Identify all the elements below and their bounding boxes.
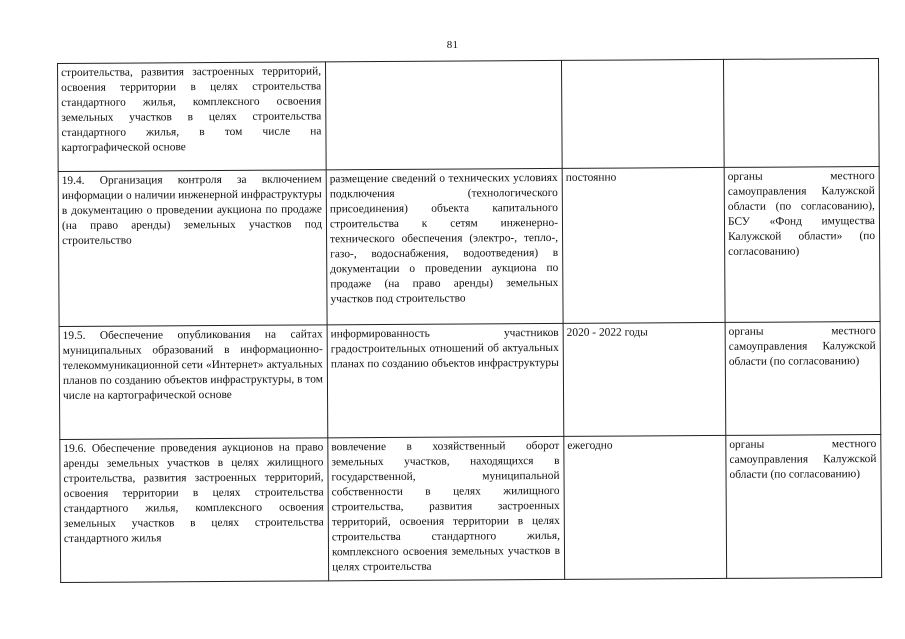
table-row (60, 434, 882, 582)
table-row (58, 166, 880, 326)
executor-cell: органы местного самоуправления Калужской области (по согласованию) (726, 434, 882, 578)
measure-cell: 19.4. Организация контроля за включением информации о наличии инженерной инфраструктуры в документацию о проведении аукциона по продаже (на право аренды) земельных участков под строительство (58, 170, 327, 327)
page-number: 81 (446, 39, 459, 51)
term-cell (561, 59, 724, 168)
term-cell: 2020 - 2022 годы (563, 322, 726, 436)
term-cell: постоянно (562, 167, 725, 323)
measure-cell: 19.6. Обеспечение проведения аукционов на право аренды земельных участков в целях жилищного строительства, развития застроенных территорий, освоения территории в целях строительства стандартного жилья, комплексного освоения земельных участков в целях строительства стандартного жилья (60, 438, 329, 583)
result-cell (325, 60, 562, 169)
executor-cell: органы местного самоуправления Калужской области (по согласованию) (725, 321, 881, 435)
table-row (59, 321, 881, 439)
result-cell: размещение сведений о технических условиях подключения (технологического присоединения) объекта капитального строительства к сетям инженерно-технического обеспечения (электро-, тепло-, газо-, водоснабжения, водоотведения) в документации о проведении аукциона по продаже (на право аренды) земельных участков под строительство (326, 168, 563, 324)
result-cell: информированность участников градостроительных отношений об актуальных планах по созданию объектов инфраструктуры (327, 323, 564, 437)
term-cell: ежегодно (564, 435, 727, 579)
measure-cell: строительства, развития застроенных территорий, освоения территории в целях строительства стандартного жилья, комплексного освоения земельных участков в целях строительства стандартного жилья, в том числе на картографической основе (58, 62, 327, 172)
result-cell: вовлечение в хозяйственный оборот земельных участков, находящихся в государственной, муниципальной собственности в целях жилищного строительства, развития застроенных территорий, освоения территории в целях строительства стандартного жилья, комплексного освоения земельных участков в целях строительства (328, 436, 565, 580)
measures-table (57, 58, 882, 583)
executor-cell (723, 58, 879, 167)
measure-cell: 19.5. Обеспечение опубликования на сайтах муниципальных образований в информационно-телекоммуникационной сети «Интернет» актуальных планов по созданию объектов инфраструктуры, в том числе на картографической основе (59, 325, 328, 440)
table-row (58, 58, 880, 171)
executor-cell: органы местного самоуправления Калужской области (по согласованию), БСУ «Фонд имущества Калужской области» (по согласованию) (724, 166, 880, 322)
